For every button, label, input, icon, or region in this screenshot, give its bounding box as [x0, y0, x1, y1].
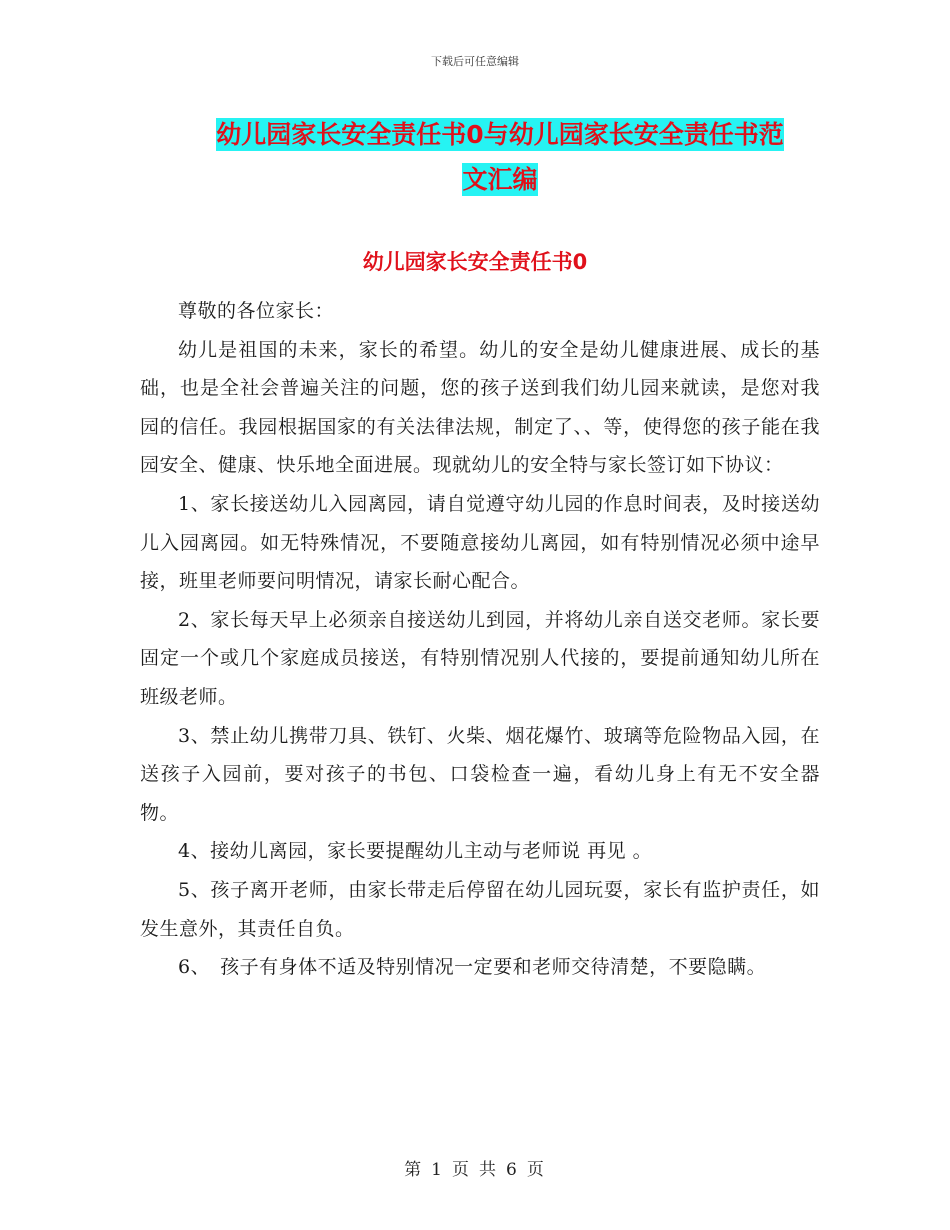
- page-footer: [0, 1155, 950, 1180]
- paragraph-item-4: 4、接幼儿离园，家长要提醒幼儿主动与老师说 再见 。: [178, 840, 653, 863]
- section-subtitle: 幼儿园家长安全责任书0: [362, 250, 588, 274]
- paragraph-salutation: 尊敬的各位家长：: [178, 300, 335, 322]
- paragraph-intro: 幼儿是祖国的未来，家长的希望。幼儿的安全是幼儿健康进展、成长的基础，也是全社会普遍关注的问题，您的孩子送到我们幼儿园来就读，是您对我园的信任。我园根据国家的有关法律法规，制定了、、等，使得您的孩子能在我园安全、健康、快乐地全面进展。现就幼儿的安全特与家长签订如下协议：: [140, 338, 820, 477]
- paragraph-item-3: 3、禁止幼儿携带刀具、铁钉、火柴、烟花爆竹、玻璃等危险物品入园，在送孩子入园前，要对孩子的书包、口袋检查一遍，看幼儿身上有无不安全器物。: [140, 724, 820, 824]
- document-title: [150, 112, 850, 202]
- total-unit: 页: [526, 1160, 546, 1180]
- header-note: 下载后可任意编辑: [431, 55, 519, 68]
- body-text: [140, 292, 820, 987]
- paragraph-item-5: 5、孩子离开老师，由家长带走后停留在幼儿园玩耍，家长有监护责任，如发生意外，其责任自负。: [140, 878, 820, 940]
- paragraph-item-2: 2、家长每天早上必须亲自接送幼儿到园，并将幼儿亲自送交老师。家长要固定一个或几个家庭成员接送，有特别情况别人代接的，要提前通知幼儿所在班级老师。: [140, 608, 820, 708]
- paragraph-item-1: 1、家长接送幼儿入园离园，请自觉遵守幼儿园的作息时间表，及时接送幼儿入园离园。如无特殊情况，不要随意接幼儿离园，如有特别情况必须中途早接，班里老师要问明情况，请家长耐心配合。: [140, 492, 820, 593]
- total-page-number: 6: [506, 1160, 519, 1180]
- total-label: 共: [479, 1160, 498, 1180]
- title-line-2: 文汇编: [462, 165, 538, 194]
- title-line-1: 幼儿园家长安全责任书0与幼儿园家长安全责任书范: [216, 120, 784, 149]
- page-label-unit: 页: [452, 1160, 471, 1180]
- current-page-number: 1: [431, 1160, 444, 1180]
- page-label-prefix: 第: [404, 1160, 424, 1180]
- paragraph-item-6: 6、 孩子有身体不适及特别情况一定要和老师交待清楚，不要隐瞒。: [178, 956, 767, 979]
